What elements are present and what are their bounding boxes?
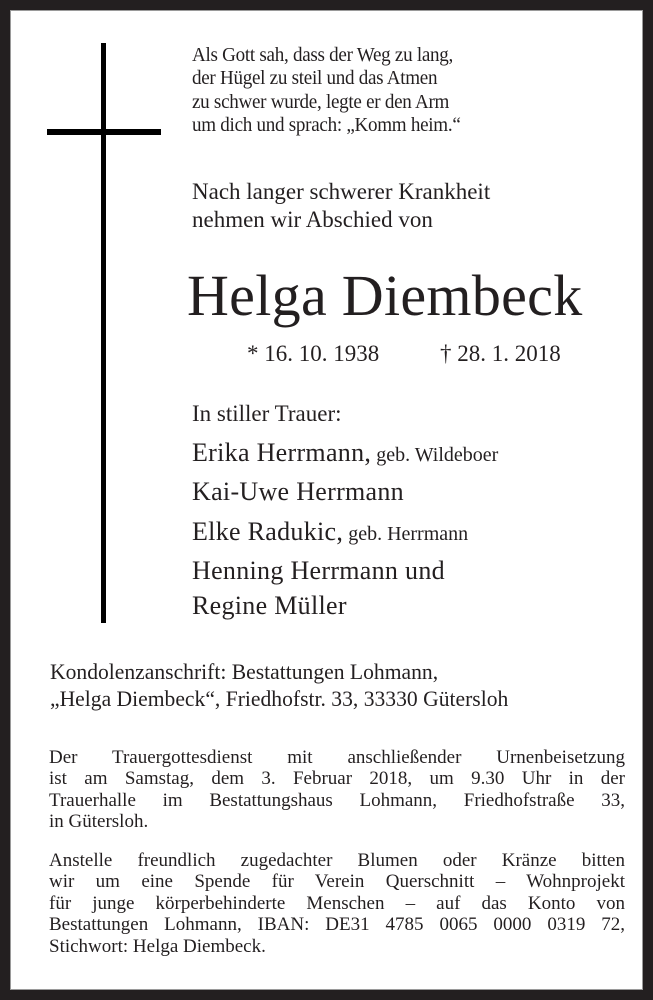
mourner-entry xyxy=(192,590,347,622)
death-date: † 28. 1. 2018 xyxy=(440,341,561,366)
mourner-maiden-name: geb. Herrmann xyxy=(343,523,469,545)
poem-line: der Hügel zu steil und das Atmen xyxy=(192,67,438,90)
obituary-notice xyxy=(10,10,643,990)
mourner-name: Elke Radukic, xyxy=(192,517,344,546)
funeral-service-info xyxy=(49,747,625,833)
poem xyxy=(192,44,461,137)
latin-cross-icon-crossbar xyxy=(47,129,161,135)
service-line: Trauerhalle im Bestattungshaus Lohmann, Friedhofstraße 33, xyxy=(49,789,625,811)
mourner-name: Regine Müller xyxy=(192,591,347,620)
poem-line: zu schwer wurde, legte er den Arm xyxy=(192,90,450,113)
mourner-entry xyxy=(192,476,404,508)
birth-date: * 16. 10. 1938 xyxy=(247,341,380,366)
intro-line: nehmen wir Abschied von xyxy=(192,207,433,232)
mourner-name: Henning Herrmann und xyxy=(192,556,445,585)
mourner-entry xyxy=(192,516,468,550)
mourner-entry xyxy=(192,555,445,587)
mourner-name: Kai-Uwe Herrmann xyxy=(192,477,404,506)
service-line: Der Trauergottesdienst mit anschließender Urnenbeisetzung xyxy=(49,747,625,768)
intro-line: Nach langer schwerer Krankheit xyxy=(192,179,491,204)
mourner-entry xyxy=(192,437,498,471)
poem-line: um dich und sprach: „Komm heim.“ xyxy=(192,113,461,136)
poem-line: Als Gott sah, dass der Weg zu lang, xyxy=(192,44,454,66)
mourner-maiden-name: geb. Wildeboer xyxy=(371,444,499,466)
donation-line: Anstelle freundlich zugedachter Blumen oder Kränze bitten xyxy=(49,850,625,871)
mourners-heading: In stiller Trauer: xyxy=(192,401,342,426)
intro-text xyxy=(192,178,490,234)
donation-line: wir um eine Spende für Verein Querschnitt – Wohnprojekt xyxy=(49,871,625,893)
condolence-address xyxy=(50,658,508,712)
donation-line: Bestattungen Lohmann, IBAN: DE31 4785 0065 0000 0319 72, xyxy=(49,914,625,936)
condolence-line: „Helga Diembeck“, Friedhofstr. 33, 33330 Gütersloh xyxy=(50,686,509,711)
condolence-line: Kondolenzanschrift: Bestattungen Lohmann, xyxy=(50,659,439,684)
deceased-name: Helga Diembeck xyxy=(187,263,583,328)
donation-line: für junge körperbehinderte Menschen – auf das Konto von xyxy=(49,892,625,914)
donation-info xyxy=(49,850,625,957)
service-line: in Gütersloh. xyxy=(49,811,149,833)
donation-line: Stichwort: Helga Diembeck. xyxy=(49,935,266,957)
mourner-name: Erika Herrmann, xyxy=(192,438,372,467)
service-line: ist am Samstag, dem 3. Februar 2018, um 9.30 Uhr in der xyxy=(49,768,625,790)
